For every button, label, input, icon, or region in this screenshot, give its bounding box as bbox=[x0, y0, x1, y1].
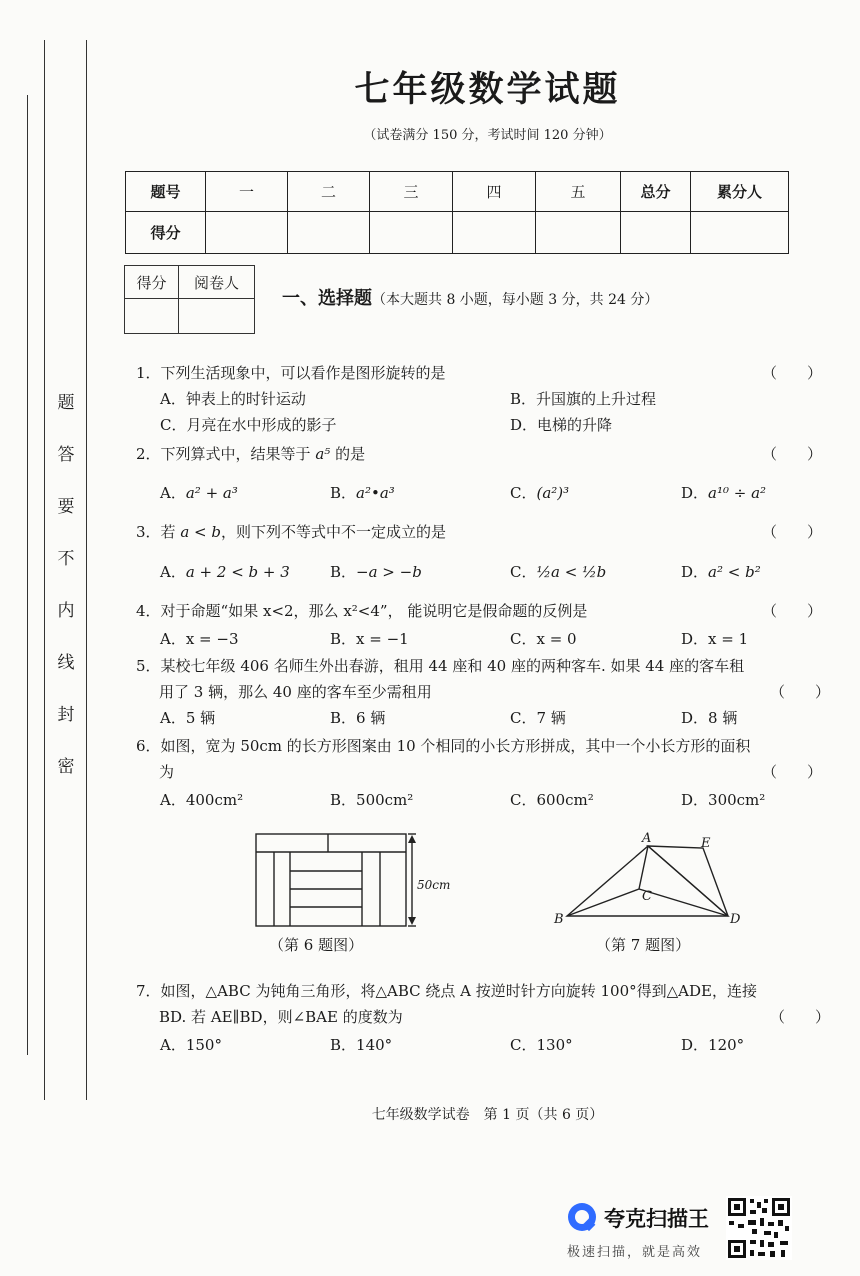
question-7-line2: BD. 若 AE∥BD，则∠BAE 的度数为 bbox=[159, 1008, 403, 1026]
option-label: C． bbox=[510, 484, 537, 502]
seal-char: 密 bbox=[57, 757, 75, 777]
option-label: A． bbox=[160, 563, 186, 581]
point-label-a: A bbox=[642, 831, 652, 846]
seal-char: 题 bbox=[57, 393, 75, 413]
grader-score-label: 得分 bbox=[125, 266, 179, 299]
score-table-header-row bbox=[126, 172, 789, 212]
question-5 bbox=[136, 655, 744, 676]
math-expression: a⁵ bbox=[315, 445, 331, 463]
binding-line-middle bbox=[44, 40, 45, 1100]
question-stem: 如图，△ABC 为钝角三角形，将△ABC 绕点 A 按逆时针方向旋转 100°得到△ADE，连接 bbox=[160, 982, 757, 1000]
scanner-logo-icon bbox=[566, 1201, 598, 1233]
math-expression: ½a < ½b bbox=[536, 563, 607, 581]
option-b: B．x = −1 bbox=[330, 630, 409, 648]
question-stem: 下列算式中，结果等于 bbox=[160, 445, 316, 463]
score-cell bbox=[536, 212, 621, 254]
math-expression: −a > −b bbox=[356, 563, 422, 581]
option-d: D．x = 1 bbox=[681, 630, 749, 648]
math-expression: a²•a³ bbox=[356, 484, 395, 502]
question-stem: 对于命题“如果 x<2，那么 x²<4”， 能说明它是假命题的反例是 bbox=[160, 602, 588, 620]
option-c: C．600cm² bbox=[510, 791, 594, 809]
score-table bbox=[125, 171, 789, 254]
option-label: D． bbox=[681, 484, 709, 502]
option-a: A．150° bbox=[160, 1036, 222, 1054]
seal-char: 要 bbox=[57, 497, 75, 517]
section-title: 一、选择题 bbox=[282, 288, 372, 309]
option-b: B．500cm² bbox=[330, 791, 414, 809]
score-table-header: 题号 bbox=[126, 172, 206, 212]
question-number: 7． bbox=[136, 982, 161, 1000]
answer-paren: （ ） bbox=[762, 445, 823, 463]
watermark-tagline: 极速扫描，就是高效 bbox=[567, 1245, 703, 1260]
seal-char: 内 bbox=[57, 601, 75, 621]
option-c: C．月亮在水中形成的影子 bbox=[160, 416, 337, 434]
option-c: C．7 辆 bbox=[510, 709, 566, 727]
score-table-header: 总分 bbox=[621, 172, 691, 212]
score-cell bbox=[206, 212, 288, 254]
option-label: B． bbox=[330, 484, 357, 502]
question-3 bbox=[136, 521, 446, 542]
seal-char: 不 bbox=[57, 549, 75, 569]
question-stem: 如图，宽为 50cm 的长方形图案由 10 个相同的小长方形拼成，其中一个小长方形的面积 bbox=[160, 737, 751, 755]
math-expression: a² < b² bbox=[708, 563, 761, 581]
option-label: B． bbox=[330, 563, 357, 581]
score-table-row bbox=[126, 212, 789, 254]
question-stem: 若 bbox=[160, 523, 181, 541]
point-label-c: C bbox=[642, 889, 652, 904]
binding-line-outer bbox=[27, 95, 28, 1055]
section-note: （本大题共 8 小题，每小题 3 分，共 24 分） bbox=[372, 292, 659, 308]
exam-title: 七年级数学试题 bbox=[354, 70, 621, 110]
math-expression: a² + a³ bbox=[185, 484, 238, 502]
question-number: 6． bbox=[136, 737, 161, 755]
answer-paren: （ ） bbox=[770, 1008, 831, 1026]
question-stem: 的是 bbox=[330, 445, 366, 463]
question-number: 3． bbox=[136, 523, 161, 541]
math-expression: a¹⁰ ÷ a² bbox=[708, 484, 767, 502]
grader-score-cell bbox=[125, 299, 179, 334]
watermark-brand: 夸克扫描王 bbox=[604, 1207, 709, 1231]
grader-box bbox=[124, 265, 255, 334]
option-a: A．x = −3 bbox=[160, 630, 239, 648]
question-stem: ，则下列不等式中不一定成立的是 bbox=[220, 523, 446, 541]
dimension-label: 50cm bbox=[417, 878, 451, 892]
score-table-header: 三 bbox=[370, 172, 453, 212]
question-4 bbox=[136, 600, 587, 621]
page-footer: 七年级数学试卷 第 1 页（共 6 页） bbox=[371, 1107, 604, 1123]
score-table-header: 二 bbox=[288, 172, 370, 212]
exam-subtitle: （试卷满分 150 分，考试时间 120 分钟） bbox=[363, 128, 612, 143]
question-stem: 下列生活现象中，可以看作是图形旋转的是 bbox=[160, 364, 446, 382]
option-d: D．8 辆 bbox=[681, 709, 738, 727]
score-cell bbox=[453, 212, 536, 254]
answer-paren: （ ） bbox=[762, 602, 823, 620]
point-label-e: E bbox=[701, 836, 711, 851]
option-a bbox=[160, 561, 290, 582]
qr-code-icon bbox=[726, 1196, 792, 1260]
question-6-line2: 为 bbox=[159, 763, 175, 781]
score-cell bbox=[621, 212, 691, 254]
answer-paren: （ ） bbox=[770, 683, 831, 701]
option-c: C．x = 0 bbox=[510, 630, 577, 648]
math-expression: a < b bbox=[180, 523, 221, 541]
score-cell bbox=[370, 212, 453, 254]
point-label-d: D bbox=[730, 912, 741, 927]
section-heading bbox=[282, 284, 658, 310]
option-d bbox=[681, 482, 766, 503]
question-number: 1． bbox=[136, 364, 161, 382]
option-label: D． bbox=[681, 563, 709, 581]
question-number: 2． bbox=[136, 445, 161, 463]
option-a: A．400cm² bbox=[160, 791, 244, 809]
option-c bbox=[510, 561, 606, 582]
option-b bbox=[330, 561, 422, 582]
option-a: A．钟表上的时针运动 bbox=[160, 390, 306, 408]
option-c bbox=[510, 482, 569, 503]
question-2 bbox=[136, 443, 365, 464]
score-cell bbox=[691, 212, 789, 254]
figure-6-caption: （第 6 题图） bbox=[269, 936, 364, 954]
score-table-header: 累分人 bbox=[691, 172, 789, 212]
grader-name-cell bbox=[179, 299, 255, 334]
option-label: C． bbox=[510, 563, 537, 581]
option-b: B．6 辆 bbox=[330, 709, 386, 727]
question-number: 5． bbox=[136, 657, 161, 675]
question-6 bbox=[136, 735, 750, 756]
math-expression: a + 2 < b + 3 bbox=[185, 563, 290, 581]
question-number: 4． bbox=[136, 602, 161, 620]
question-1 bbox=[136, 362, 446, 383]
option-d bbox=[681, 561, 761, 582]
seal-char: 封 bbox=[57, 705, 75, 725]
option-b: B．140° bbox=[330, 1036, 393, 1054]
option-d: D．300cm² bbox=[681, 791, 766, 809]
point-label-b: B bbox=[554, 912, 564, 927]
answer-paren: （ ） bbox=[762, 364, 823, 382]
binding-line-inner bbox=[86, 40, 87, 1100]
score-table-header: 一 bbox=[206, 172, 288, 212]
option-b bbox=[330, 482, 395, 503]
seal-char: 线 bbox=[57, 653, 75, 673]
question-7 bbox=[136, 980, 757, 1001]
option-label: A． bbox=[160, 484, 186, 502]
option-d: D．120° bbox=[681, 1036, 745, 1054]
figure-7-caption: （第 7 题图） bbox=[596, 936, 691, 954]
score-row-label: 得分 bbox=[126, 212, 206, 254]
answer-paren: （ ） bbox=[762, 763, 823, 781]
answer-paren: （ ） bbox=[762, 523, 823, 541]
score-cell bbox=[288, 212, 370, 254]
option-b: B．升国旗的上升过程 bbox=[510, 390, 657, 408]
question-5-line2: 用了 3 辆，那么 40 座的客车至少需租用 bbox=[159, 683, 432, 701]
option-d: D．电梯的升降 bbox=[510, 416, 613, 434]
seal-char: 答 bbox=[57, 445, 75, 465]
option-a bbox=[160, 482, 238, 503]
option-a: A．5 辆 bbox=[160, 709, 216, 727]
math-expression: (a²)³ bbox=[536, 484, 570, 502]
question-stem: 某校七年级 406 名师生外出春游，租用 44 座和 40 座的两种客车. 如果 44 座的客车租 bbox=[160, 657, 745, 675]
grader-name-label: 阅卷人 bbox=[179, 266, 255, 299]
score-table-header: 五 bbox=[536, 172, 621, 212]
score-table-header: 四 bbox=[453, 172, 536, 212]
option-c: C．130° bbox=[510, 1036, 573, 1054]
